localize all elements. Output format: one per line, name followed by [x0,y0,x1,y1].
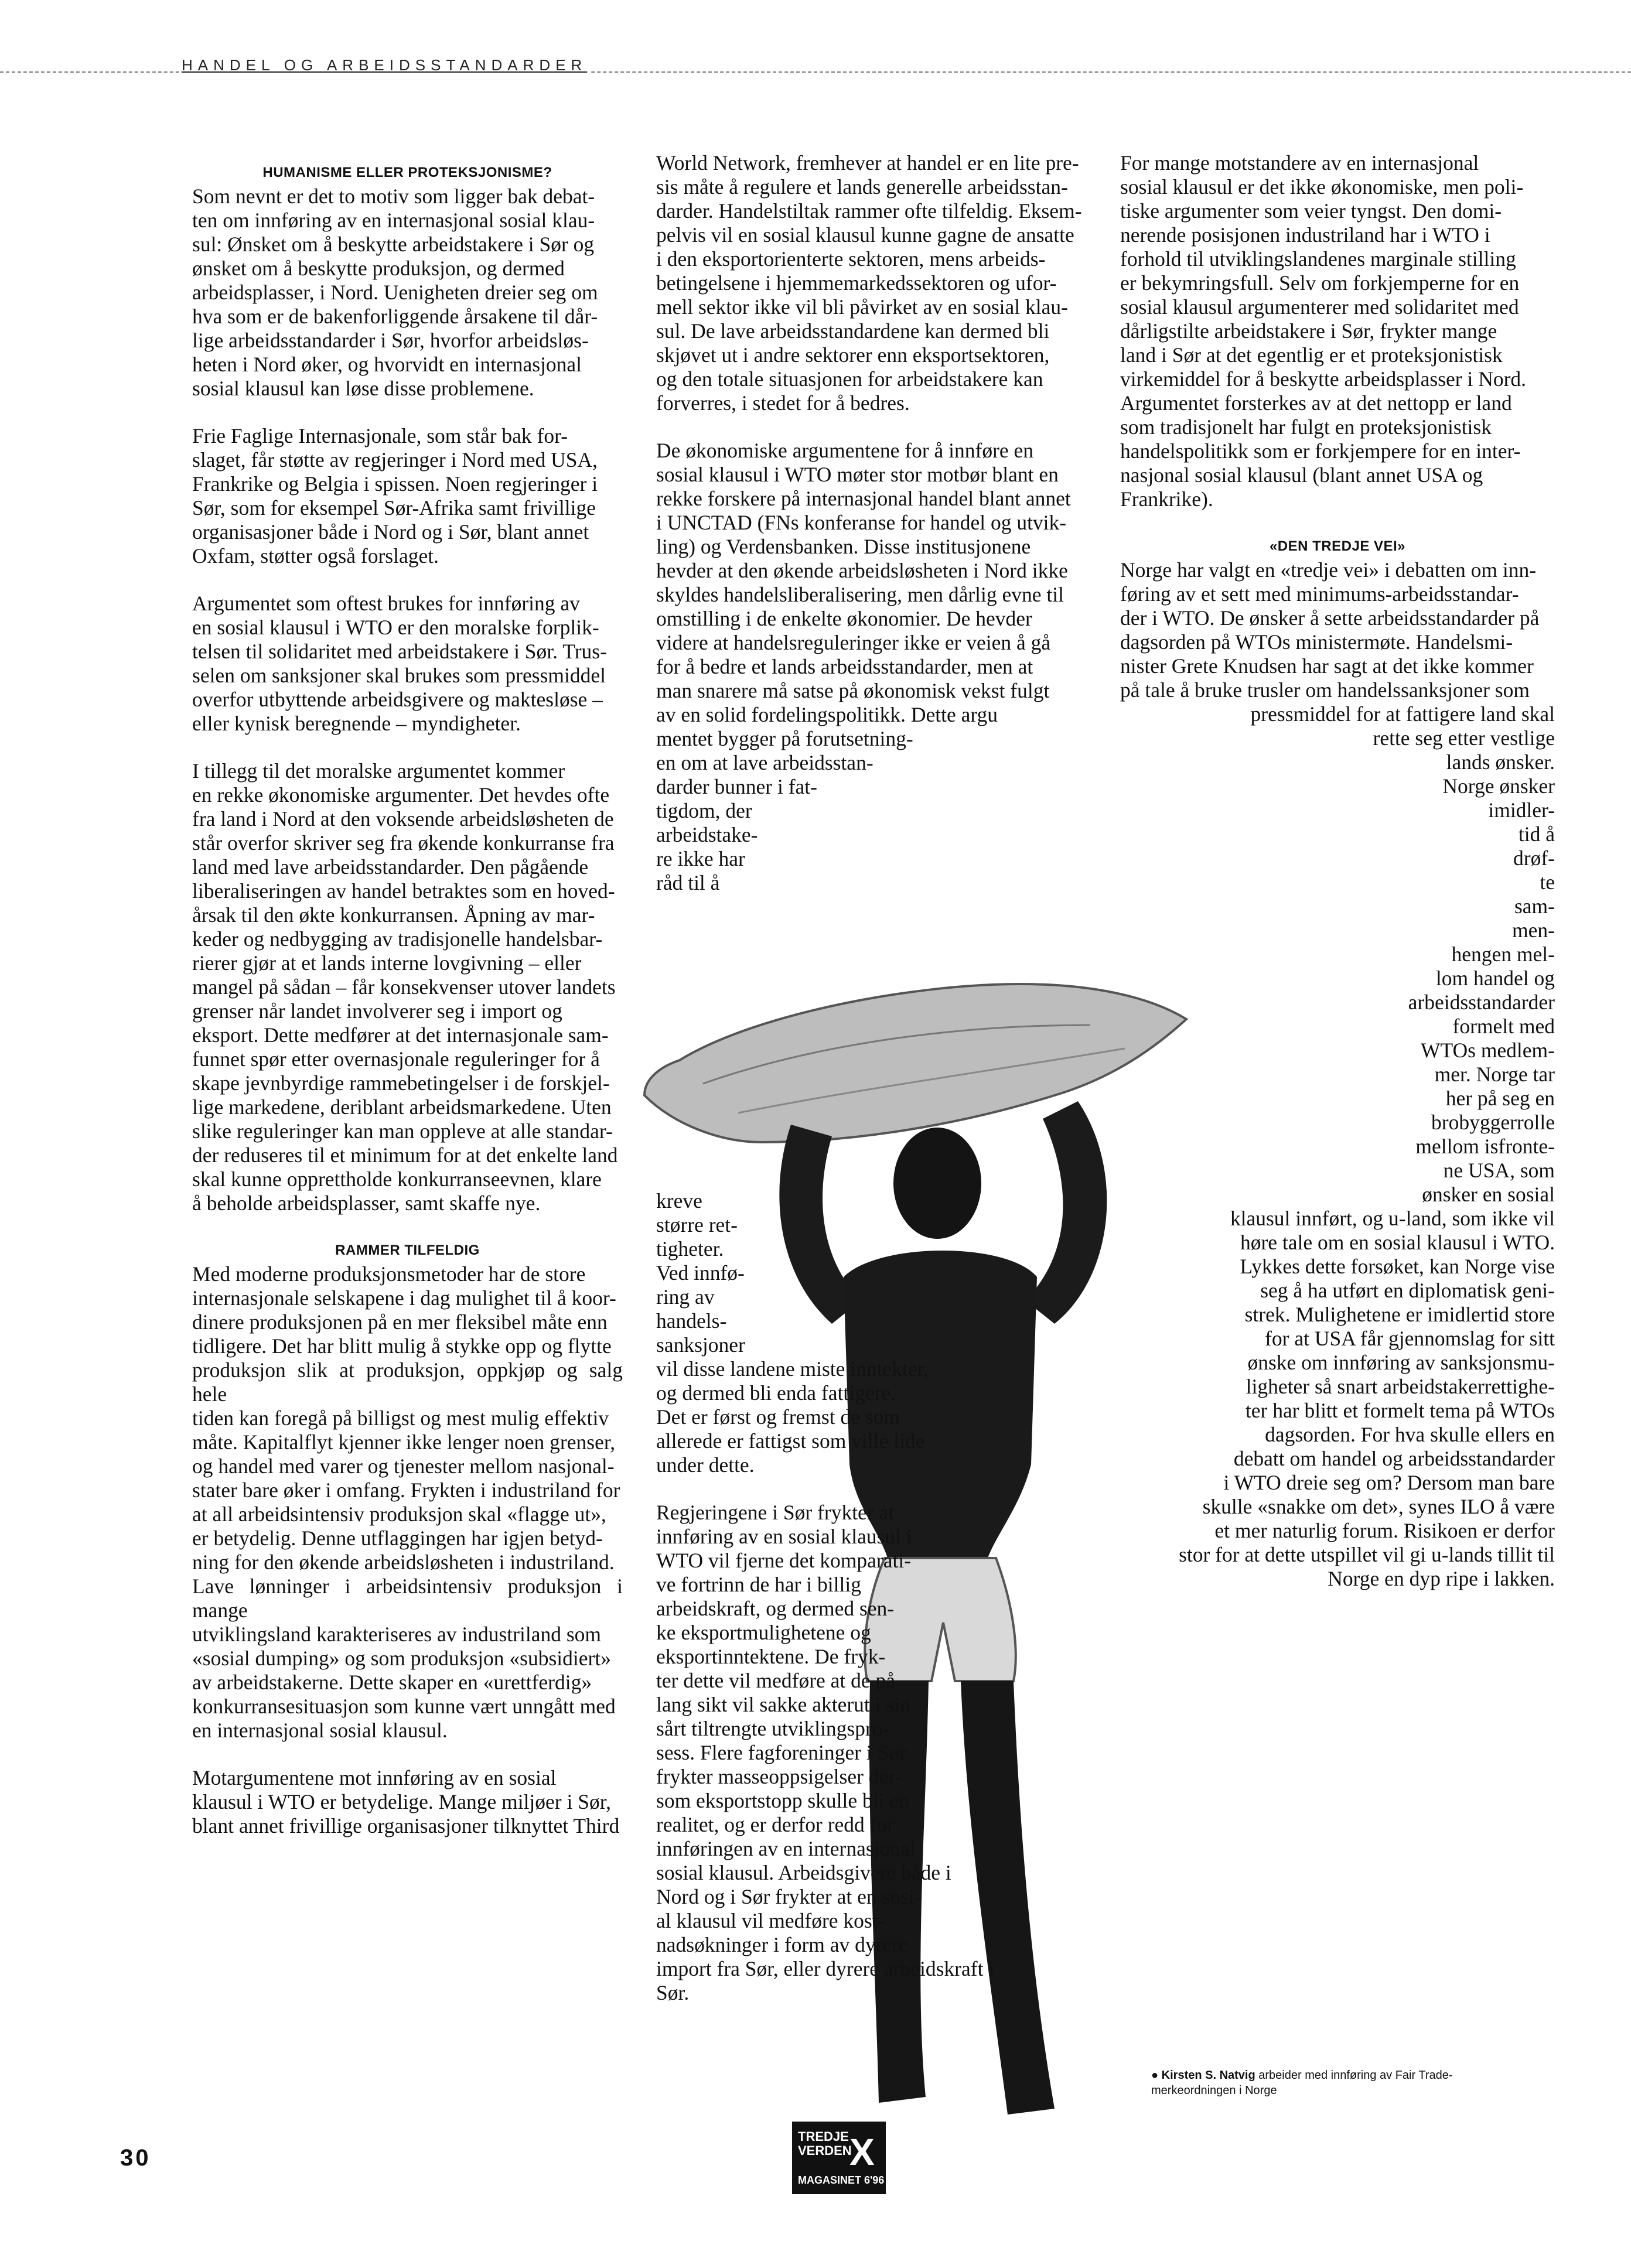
text-line: utviklingsland karakteriseres av industriland som [192,1623,602,1646]
text-line: grenser når landet involverer seg i import og [192,999,562,1023]
logo-x: X [849,2131,875,2173]
text-line: betingelsene i hjemmemarkedssektoren og ufor- [656,271,1057,295]
text-line: tiden kan foregå på billigst og mest mulig effektiv [192,1406,609,1430]
text-line: re ikke har [656,847,745,870]
text-line: Frankrike og Belgia i spissen. Noen regjeringer i [192,472,598,496]
text-line: mellom isfronte- [1415,1135,1555,1158]
text-line: sosial klausul i WTO møter stor motbør blant en [656,463,1059,486]
text-line: klausul i WTO er betydelige. Mange miljøer i Sør, [192,1790,612,1813]
text-line: sam- [1514,894,1555,918]
text-line: sul: Ønsket om å beskytte arbeidstakere i Sør og [192,233,595,256]
text-line: Lykkes dette forsøket, kan Norge vise [1240,1255,1555,1278]
text-line: råd til å [656,871,720,894]
text-line: og den totale situasjonen for arbeidstakere kan [656,367,1043,391]
text-line: hva som er de bakenforliggende årsakene til dår- [192,305,598,328]
col1-paragraph-5 [192,1262,623,1743]
text-line: som eksportstopp skulle bli en [656,1789,909,1812]
text-line: Norge ønsker [1442,774,1555,798]
text-line: stor for at dette utspillet vil gi u-lands tillit til [1179,1543,1555,1566]
text-line: hevder at den økende arbeidsløsheten i Nord ikke [656,559,1068,582]
text-line: ling) og Verdensbanken. Disse institusjonene [656,535,1031,558]
text-line: ve fortrinn de har i billig [656,1573,861,1596]
text-line: dinere produksjonen på en mer fleksibel måte enn [192,1310,608,1334]
text-line: dagsorden. For hva skulle ellers en [1265,1423,1555,1446]
col2-paragraph-2 [656,439,1091,895]
text-line: årsak til den økte konkurransen. Åpning av mar- [192,903,595,927]
text-line: nerende posisjonen industriland har i WTO i [1120,223,1490,247]
text-line: liberaliseringen av handel betraktes som en hoved- [192,879,615,903]
text-line: Sør, som for eksempel Sør-Afrika samt frivillige [192,496,596,520]
text-line: keder og nedbygging av tradisjonelle handelsbar- [192,927,603,951]
text-line: lige markedene, deriblant arbeidsmarkedene. Uten [192,1095,612,1119]
text-line: Regjeringene i Sør frykter at [656,1501,895,1524]
text-line: internasjonale selskapene i dag mulighet til å koor- [192,1286,616,1310]
text-line: for at USA får gjennomslag for sitt [1265,1327,1555,1350]
text-line: Nord og i Sør frykter at en sosi- [656,1885,922,1908]
text-line: skyldes handelsliberalisering, men dårlig evne til [656,583,1064,606]
text-line: eller kynisk beregnende – myndigheter. [192,712,521,735]
text-line: arbeidstake- [656,823,758,846]
text-line: pressmiddel for at fattigere land skal [1250,702,1555,726]
text-line: å beholde arbeidsplasser, samt skaffe nye. [192,1191,541,1215]
col1-paragraph-4 [192,759,623,1215]
text-line: For mange motstandere av en internasjonal [1120,151,1479,175]
text-line: Med moderne produksjonsmetoder har de store [192,1262,586,1286]
text-line: Argumentet forsterkes av at det nettopp er land [1120,391,1512,415]
text-line: WTO vil fjerne det komparati- [656,1549,912,1572]
text-line: et mer naturlig forum. Risikoen er derfor [1214,1519,1555,1542]
col1-paragraph-6 [192,1766,623,1838]
magazine-logo [792,2122,886,2194]
text-line: ønsker en sosial [1422,1183,1555,1206]
text-line: pelvis vil en sosial klausul kunne gagne de ansatte [656,223,1074,247]
text-line: en sosial klausul i WTO er den moralske forplik- [192,616,599,639]
text-line: klausul innført, og u-land, som ikke vil [1230,1207,1555,1230]
text-line: av arbeidstakerne. Dette skaper en «urettferdig» [192,1671,592,1694]
col2-paragraph-3 [656,1189,1031,1477]
text-line: formelt med [1452,1015,1555,1038]
text-line: lands ønsker. [1446,750,1555,774]
text-line: men- [1512,918,1555,942]
text-line: nadsøkninger i form av dyrere [656,1933,908,1956]
text-line: ning for den økende arbeidsløsheten i industriland. [192,1550,615,1574]
text-line: en rekke økonomiske argumenter. Det hevdes ofte [192,783,610,807]
text-line: lige arbeidsstandarder i Sør, hvorfor arbeidsløs- [192,329,589,352]
text-line: ønsket om å beskytte produksjon, og dermed [192,257,565,280]
text-line: der i WTO. De ønsker å sette arbeidsstandarder på [1120,606,1540,630]
column-1 [192,161,623,1861]
text-line: sosial klausul er det ikke økonomiske, men poli- [1120,175,1524,199]
col2-paragraph-4 [656,1501,1031,2005]
text-line: videre at handelsreguleringer ikke er veien å gå [656,631,1051,654]
text-line: darder. Handelstiltak rammer ofte tilfeldig. Eksem- [656,199,1082,223]
text-line: tidligere. Det har blitt mulig å stykke opp og flytte [192,1334,612,1358]
text-line: te [1540,870,1555,894]
text-line: sess. Flere fagforeninger i Sør [656,1741,906,1764]
text-line: sis måte å regulere et lands generelle arbeidsstan- [656,175,1068,199]
text-line: forhold til utviklingslandenes marginale stilling [1120,247,1516,271]
text-line: nasjonal sosial klausul (blant annet USA og [1120,463,1483,487]
text-line: ter har blitt et formelt tema på WTOs [1245,1399,1555,1422]
text-line: rette seg etter vestlige [1373,726,1555,750]
text-line: en om at lave arbeidsstan- [656,751,873,774]
text-line: skal kunne opprettholde konkurranseevnen, klare [192,1167,602,1191]
text-line: skjøvet ut i andre sektorer enn eksportsektoren, [656,343,1050,367]
text-line: mentet bygger på forutsetning- [656,727,913,750]
text-line: innføring av en sosial klausul i [656,1525,912,1548]
text-line: rierer gjør at et lands interne lovgivning – eller [192,951,582,975]
text-line: Oxfam, støtter også forslaget. [192,544,439,568]
col2-paragraph-1 [656,151,1091,415]
text-line: mangel på sådan – får konsekvenser utover landets [192,975,616,999]
text-line: Motargumentene mot innføring av en sosial [192,1766,557,1789]
text-line: Det er først og fremst de som [656,1405,900,1429]
text-line: Frie Faglige Internasjonale, som står bak for- [192,424,568,448]
text-line: I tillegg til det moralske argumentet kommer [192,759,565,783]
text-line: av en solid fordelingspolitikk. Dette argu [656,703,998,726]
text-line: innføringen av en internasjonal [656,1837,916,1860]
text-line: sosial klausul argumenterer med solidaritet med [1120,295,1519,319]
text-line: tigheter. [656,1237,724,1261]
text-line: skulle «snakke om det», synes ILO å være [1202,1495,1555,1518]
text-line: arbeidsstandarder [1408,990,1555,1014]
col3-paragraph-2b [1120,702,1555,1591]
heading-humanisme: HUMANISME ELLER PROTEKSJONISME? [262,165,552,180]
text-line: brobyggerrolle [1431,1111,1555,1134]
text-line: ne USA, som [1443,1159,1555,1182]
text-line: konkurransesituasjon som kunne vært unngått med [192,1695,616,1718]
text-line: Norge en dyp ripe i lakken. [1328,1567,1555,1590]
text-line: «sosial dumping» og som produksjon «subsidiert» [192,1647,611,1670]
text-line: organisasjoner både i Nord og i Sør, blant annet [192,520,589,544]
text-line: ten om innføring av en internasjonal sosial klau- [192,209,595,232]
logo-text: TREDJE VERDEN [798,2129,852,2158]
text-line: måte. Kapitalflyt kjenner ikke lenger noen grenser, [192,1430,616,1454]
text-line: forverres, i stedet for å bedres. [656,391,910,415]
text-line: blant annet frivillige organisasjoner tilknyttet Third [192,1814,620,1837]
text-line: i UNCTAD (FNs konferanse for handel og utvik- [656,511,1067,534]
bullet-icon: ● [1151,2069,1159,2082]
text-line: WTOs medlem- [1420,1039,1555,1062]
column-2 [656,151,1091,918]
text-line: står overfor skriver seg fra økende konkurranse fra [192,831,615,855]
text-line: ligheter så snart arbeidstakerrettighe- [1246,1375,1555,1398]
text-line: under dette. [656,1453,755,1477]
column-2-lower [656,1189,1031,2028]
text-line: darder bunner i fat- [656,775,817,798]
text-line: frykter masseoppsigelser der- [656,1765,902,1788]
text-line: ter dette vil medføre at de på [656,1669,896,1692]
text-line: skape jevnbyrdige rammebetingelser i de forskjel- [192,1071,610,1095]
text-line: arbeidsplasser, i Nord. Uenigheten dreier seg om [192,281,598,304]
text-line: i den eksportorienterte sektoren, mens arbeids- [656,247,1046,271]
text-line: sanksjoner [656,1333,745,1357]
text-line: dårligstilte arbeidstakere i Sør, frykter mange [1120,319,1497,343]
text-line: Som nevnt er det to motiv som ligger bak debat- [192,185,595,208]
text-line: World Network, fremhever at handel er en lite pre- [656,151,1079,175]
column-3 [1120,151,1555,1614]
text-line: virkemiddel for å beskytte arbeidsplasser i Nord. [1120,367,1527,391]
text-line: som tradisjonelt har fulgt en proteksjonistisk [1120,415,1492,439]
text-line: mer. Norge tar [1434,1063,1555,1086]
text-line: og handel med varer og tjenester mellom nasjonal- [192,1454,615,1478]
text-line: import fra Sør, eller dyrere arbeidskraft i Sør. [656,1957,995,2004]
text-line: stater bare øker i omfang. Frykten i industriland for [192,1478,620,1502]
text-line: sosial klausul kan løse disse problemene. [192,377,534,400]
text-line: De økonomiske argumentene for å innføre en [656,439,1034,462]
text-line: i WTO dreie seg om? Dersom man bare [1223,1471,1555,1494]
text-line: overfor utbyttende arbeidsgivere og maktesløse – [192,688,603,711]
text-line: på tale å bruke trusler om handelssanksjoner som [1120,678,1530,702]
text-line: ring av [656,1285,715,1309]
photo-caption [1151,2068,1526,2098]
text-line: her på seg en [1445,1087,1555,1110]
text-line: slaget, får støtte av regjeringer i Nord med USA, [192,448,598,472]
text-line: høre tale om en sosial klausul i WTO. [1240,1231,1555,1254]
col1-paragraph-1 [192,185,623,401]
logo-issue: MAGASINET 6'96 [798,2174,885,2186]
text-line: handelspolitikk som er forkjempere for en inter- [1120,439,1521,463]
text-line: debatt om handel og arbeidsstandarder [1233,1447,1555,1470]
text-line: slike reguleringer kan man oppleve at alle standar- [192,1119,613,1143]
text-line: sul. De lave arbeidsstandardene kan dermed bli [656,319,1050,343]
text-line: dagsorden på WTOs ministermøte. Handelsmi- [1120,630,1513,654]
text-line: selen om sanksjoner skal brukes som pressmiddel [192,664,606,687]
text-line: handels- [656,1309,727,1333]
text-line: nister Grete Knudsen har sagt at det ikke kommer [1120,654,1534,678]
text-line: er bekymringsfull. Selv om forkjemperne for en [1120,271,1520,295]
text-line: tigdom, der [656,799,752,822]
caption-author: Kirsten S. Natvig [1161,2069,1255,2082]
text-line: lom handel og [1435,966,1555,990]
text-line: rekke forskere på internasjonal handel blant annet [656,487,1071,510]
text-line: at all arbeidsintensiv produksjon skal «flagge ut», [192,1502,606,1526]
text-line: arbeidskraft, og dermed sen- [656,1597,895,1620]
text-line: fra land i Nord at den voksende arbeidsløsheten de [192,807,614,831]
col3-paragraph-2a [1120,558,1555,702]
text-line: der reduseres til et minimum for at det enkelte land [192,1143,618,1167]
text-line: og dermed bli enda fattigere. [656,1381,896,1405]
caption-text: arbeider med innføring av Fair Trade-merkeordningen i Norge [1151,2069,1453,2097]
text-line: er betydelig. Denne utflaggingen har igjen betyd- [192,1526,603,1550]
text-line: funnet spør etter overnasjonale reguleringer for å [192,1047,600,1071]
text-line: eksportinntektene. De fryk- [656,1645,886,1668]
page-number: 30 [120,2145,151,2171]
text-line: for å bedre et lands arbeidsstandarder, men at [656,655,1033,678]
text-line: lang sikt vil sakke akterut i sin [656,1693,910,1716]
text-line: imidler- [1488,798,1555,822]
text-line: strek. Mulighetene er imidlertid store [1244,1303,1555,1326]
text-line: Lave lønninger i arbeidsintensiv produksjon i mange [192,1574,623,1622]
text-line: realitet, og er derfor redd for [656,1813,895,1836]
text-line: vil disse landene miste inntekter, [656,1357,929,1381]
heading-rammer: RAMMER TILFELDIG [335,1242,480,1258]
text-line: tid å [1518,822,1555,846]
section-label: HANDEL OG ARBEIDSSTANDARDER [182,56,591,74]
text-line: ønske om innføring av sanksjonsmu- [1247,1351,1555,1374]
heading-tredje-vei: «DEN TREDJE VEI» [1269,538,1406,554]
text-line: drøf- [1513,846,1555,870]
text-line: land i Sør at det egentlig er et proteksjonistisk [1120,343,1503,367]
text-line: omstilling i de enkelte økonomier. De hevder [656,607,1032,630]
text-line: eksport. Dette medfører at det internasjonale sam- [192,1023,609,1047]
text-line: mell sektor ikke vil bli påvirket av en sosial klau- [656,295,1068,319]
text-line: Frankrike). [1120,487,1213,511]
text-line: produksjon slik at produksjon, oppkjøp og salg hele [192,1358,623,1406]
text-line: større ret- [656,1213,738,1237]
text-line: telsen til solidaritet med arbeidstakere i Sør. Trus- [192,640,607,663]
text-line: Argumentet som oftest brukes for innføring av [192,592,580,615]
text-line: kreve [656,1189,702,1212]
text-line: en internasjonal sosial klausul. [192,1719,448,1742]
text-line: hengen mel- [1451,942,1555,966]
text-line: land med lave arbeidsstandarder. Den pågående [192,855,589,879]
col1-paragraph-2 [192,424,623,568]
col3-paragraph-1 [1120,151,1555,511]
text-line: sårt tiltrengte utviklingspro- [656,1717,890,1740]
text-line: tiske argumenter som veier tyngst. Den domi- [1120,199,1502,223]
text-line: heten i Nord øker, og hvorvidt en internasjonal [192,353,582,376]
text-line: man snarere må satse på økonomisk vekst fulgt [656,679,1050,702]
text-line: føring av et sett med minimums-arbeidsstandar- [1120,582,1519,606]
text-line: Norge har valgt en «tredje vei» i debatten om inn- [1120,558,1537,582]
text-line: ke eksportmulighetene og [656,1621,871,1644]
text-line: sosial klausul. Arbeidsgivere både i [656,1861,951,1884]
text-line: seg å ha utført en diplomatisk geni- [1260,1279,1555,1302]
text-line: al klausul vil medføre kost- [656,1909,885,1932]
col1-paragraph-3 [192,592,623,736]
text-line: Ved innfø- [656,1261,745,1285]
text-line: allerede er fattigst som ville lide [656,1429,925,1453]
